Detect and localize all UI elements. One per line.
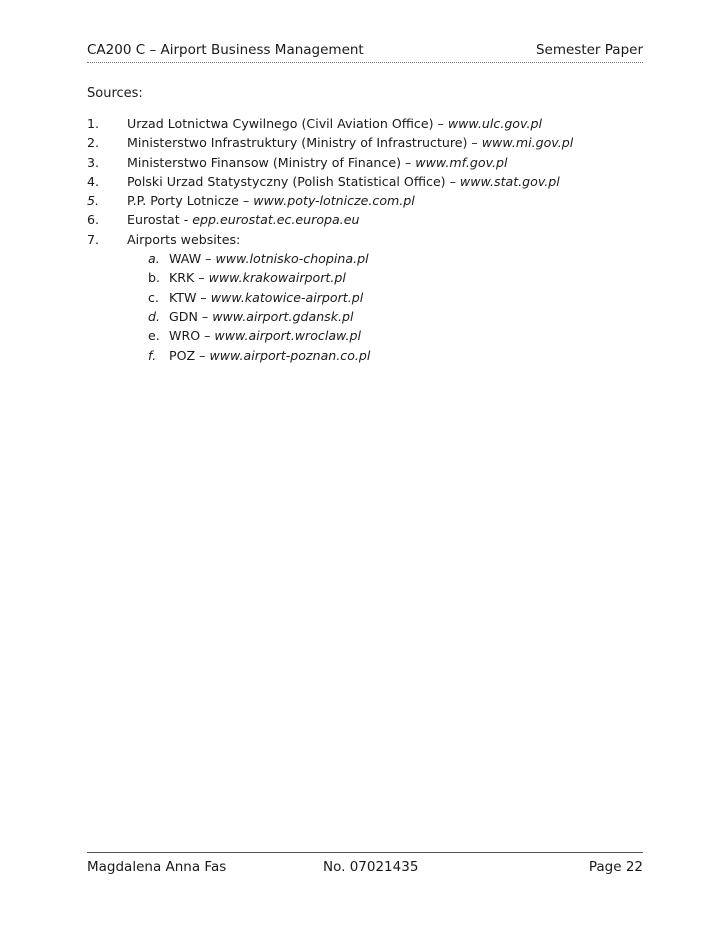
- list-item: [87, 116, 647, 135]
- airport-code: KRK –: [169, 270, 209, 286]
- sources-heading: Sources:: [87, 86, 143, 101]
- airport-link[interactable]: www.lotnisko-chopina.pl: [215, 251, 369, 267]
- source-link[interactable]: www.poty-lotnicze.com.pl: [253, 193, 415, 209]
- footer-author: Magdalena Anna Fas: [87, 859, 227, 875]
- list-item: [87, 232, 647, 251]
- list-number: 6.: [87, 212, 100, 228]
- header-doc-type: Semester Paper: [535, 42, 643, 58]
- sources-list: [87, 116, 647, 367]
- airport-code: WRO –: [169, 328, 215, 344]
- source-link[interactable]: www.stat.gov.pl: [459, 173, 560, 189]
- airport-code: WAW –: [169, 251, 216, 267]
- sublist-item: [87, 251, 647, 270]
- footer-page-number: Page 22: [588, 859, 643, 875]
- airport-code: GDN –: [169, 308, 213, 324]
- source-name: Airports websites:: [127, 231, 241, 247]
- sublist-item: [87, 290, 647, 309]
- source-link[interactable]: www.mi.gov.pl: [481, 135, 574, 151]
- list-number: 5.: [87, 193, 100, 209]
- source-name: Urzad Lotnictwa Cywilnego (Civil Aviation Office) –: [127, 116, 448, 131]
- sublist-letter: c.: [148, 289, 159, 305]
- airport-code: POZ –: [169, 347, 210, 363]
- airport-link[interactable]: www.airport.wroclaw.pl: [214, 328, 362, 344]
- source-name: P.P. Porty Lotnicze –: [127, 193, 254, 209]
- list-number: 3.: [87, 154, 100, 170]
- footer-student-number: No. 07021435: [323, 859, 419, 875]
- list-item: [87, 135, 647, 154]
- source-name: Ministerstwo Infrastruktury (Ministry of Infrastructure) –: [127, 135, 482, 151]
- list-number: 7.: [87, 231, 100, 247]
- sublist-letter: f.: [148, 347, 157, 363]
- list-item: [87, 193, 647, 212]
- sublist-item: [87, 309, 647, 328]
- airport-link[interactable]: www.krakowairport.pl: [208, 270, 346, 286]
- source-name: Polski Urzad Statystyczny (Polish Statistical Office) –: [127, 173, 460, 189]
- sublist-letter: d.: [148, 308, 160, 324]
- source-link[interactable]: www.mf.gov.pl: [415, 154, 508, 170]
- source-name: Eurostat -: [127, 212, 193, 228]
- source-link[interactable]: www.ulc.gov.pl: [447, 116, 542, 131]
- sublist-letter: b.: [148, 270, 160, 286]
- source-link[interactable]: epp.eurostat.ec.europa.eu: [192, 212, 360, 228]
- list-item: [87, 155, 647, 174]
- page-footer: [87, 852, 643, 875]
- header-course-title: CA200 C – Airport Business Management: [87, 42, 364, 58]
- list-number: 2.: [87, 135, 100, 151]
- source-name: Ministerstwo Finansow (Ministry of Finance) –: [127, 154, 416, 170]
- airport-code: KTW –: [169, 289, 211, 305]
- sublist-letter: a.: [148, 251, 160, 267]
- sublist-item: [87, 328, 647, 347]
- list-number: 1.: [87, 116, 100, 131]
- airport-link[interactable]: www.airport.gdansk.pl: [212, 308, 354, 324]
- page-header: [87, 40, 643, 63]
- sublist-item: [87, 348, 647, 367]
- sublist-item: [87, 270, 647, 289]
- list-item: [87, 174, 647, 193]
- airport-link[interactable]: www.airport-poznan.co.pl: [209, 347, 371, 363]
- list-item: [87, 212, 647, 231]
- sublist-letter: e.: [148, 328, 160, 344]
- list-number: 4.: [87, 173, 100, 189]
- airport-link[interactable]: www.katowice-airport.pl: [210, 289, 364, 305]
